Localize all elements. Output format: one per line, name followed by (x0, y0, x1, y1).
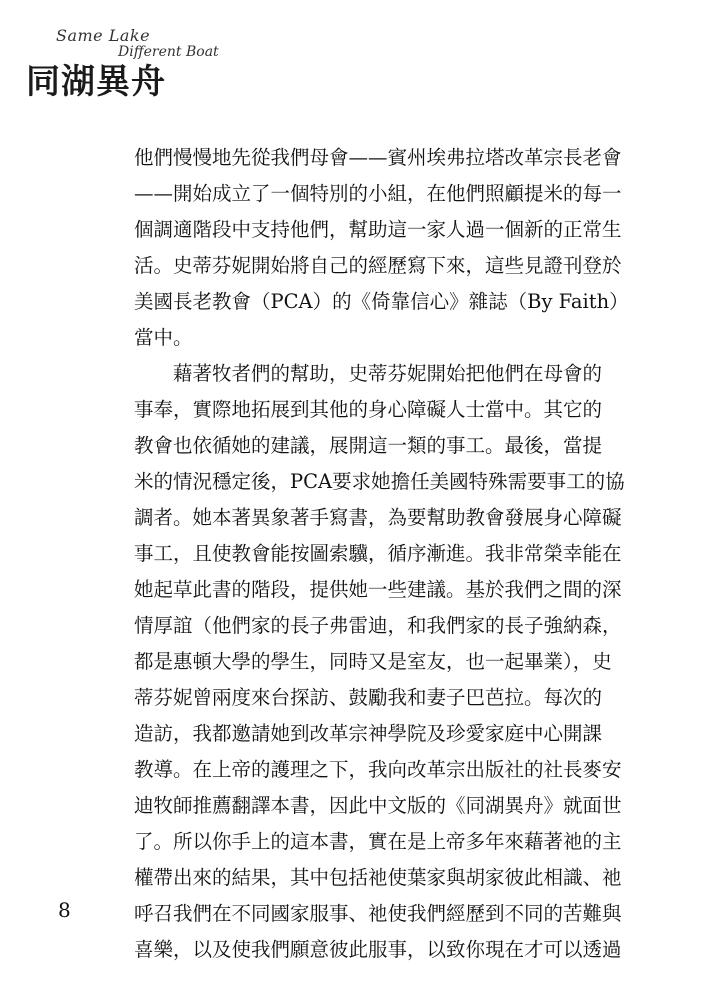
text-line: 了。所以你手上的這本書，實在是上帝多年來藉著祂的主 (134, 830, 622, 853)
text-line: 當中。 (134, 326, 193, 349)
text-line: 造訪，我都邀請她到改革宗神學院及珍愛家庭中心開課 (134, 722, 603, 745)
header-english-title-line-2: Different Boat (118, 44, 219, 60)
text-line: 活。史蒂芬妮開始將自己的經歷寫下來，這些見證刊登於 (134, 254, 622, 277)
header-english-title-line-1: Same Lake (56, 26, 151, 45)
text-line: 她起草此書的階段，提供她一些建議。基於我們之間的深 (134, 578, 622, 601)
text-line: 個調適階段中支持他們，幫助這一家人過一個新的正常生 (134, 218, 622, 241)
text-line: 事工，且使教會能按圖索驥，循序漸進。我非常榮幸能在 (134, 542, 622, 565)
text-line: 美國長老教會（PCA）的《倚靠信心》雜誌（By Faith） (134, 290, 629, 313)
text-line: 事奉，實際地拓展到其他的身心障礙人士當中。其它的 (134, 398, 603, 421)
text-line: 教會也依循她的建議，展開這一類的事工。最後，當提 (134, 434, 603, 457)
text-line: 他們慢慢地先從我們母會——賓州埃弗拉塔改革宗長老會 (134, 146, 622, 169)
text-line: 蒂芬妮曾兩度來台探訪、鼓勵我和妻子巴芭拉。每次的 (134, 686, 603, 709)
text-line: 迪牧師推薦翻譯本書，因此中文版的《同湖異舟》就面世 (134, 794, 622, 817)
text-line: 情厚誼（他們家的長子弗雷迪，和我們家的長子強納森， (134, 614, 622, 637)
text-line: ——開始成立了一個特別的小組，在他們照顧提米的每一 (134, 182, 622, 205)
text-line: 米的情況穩定後，PCA要求她擔任美國特殊需要事工的協 (134, 470, 625, 493)
page-number: 8 (58, 898, 71, 922)
text-line: 調者。她本著異象著手寫書，為要幫助教會發展身心障礙 (134, 506, 622, 529)
body-text (134, 140, 629, 968)
text-line: 教導。在上帝的護理之下，我向改革宗出版社的社長麥安 (134, 758, 622, 781)
text-line: 藉著牧者們的幫助，史蒂芬妮開始把他們在母會的 (134, 362, 603, 385)
text-line: 喜樂，以及使我們願意彼此服事，以致你現在才可以透過 (134, 938, 622, 961)
header-chinese-title: 同湖異舟 (26, 62, 166, 102)
text-line: 權帶出來的結果，其中包括祂使葉家與胡家彼此相識、祂 (134, 866, 622, 889)
text-line: 都是惠頓大學的學生，同時又是室友，也一起畢業），史 (134, 650, 612, 673)
running-header (26, 24, 226, 104)
text-line: 呼召我們在不同國家服事、祂使我們經歷到不同的苦難與 (134, 902, 622, 925)
